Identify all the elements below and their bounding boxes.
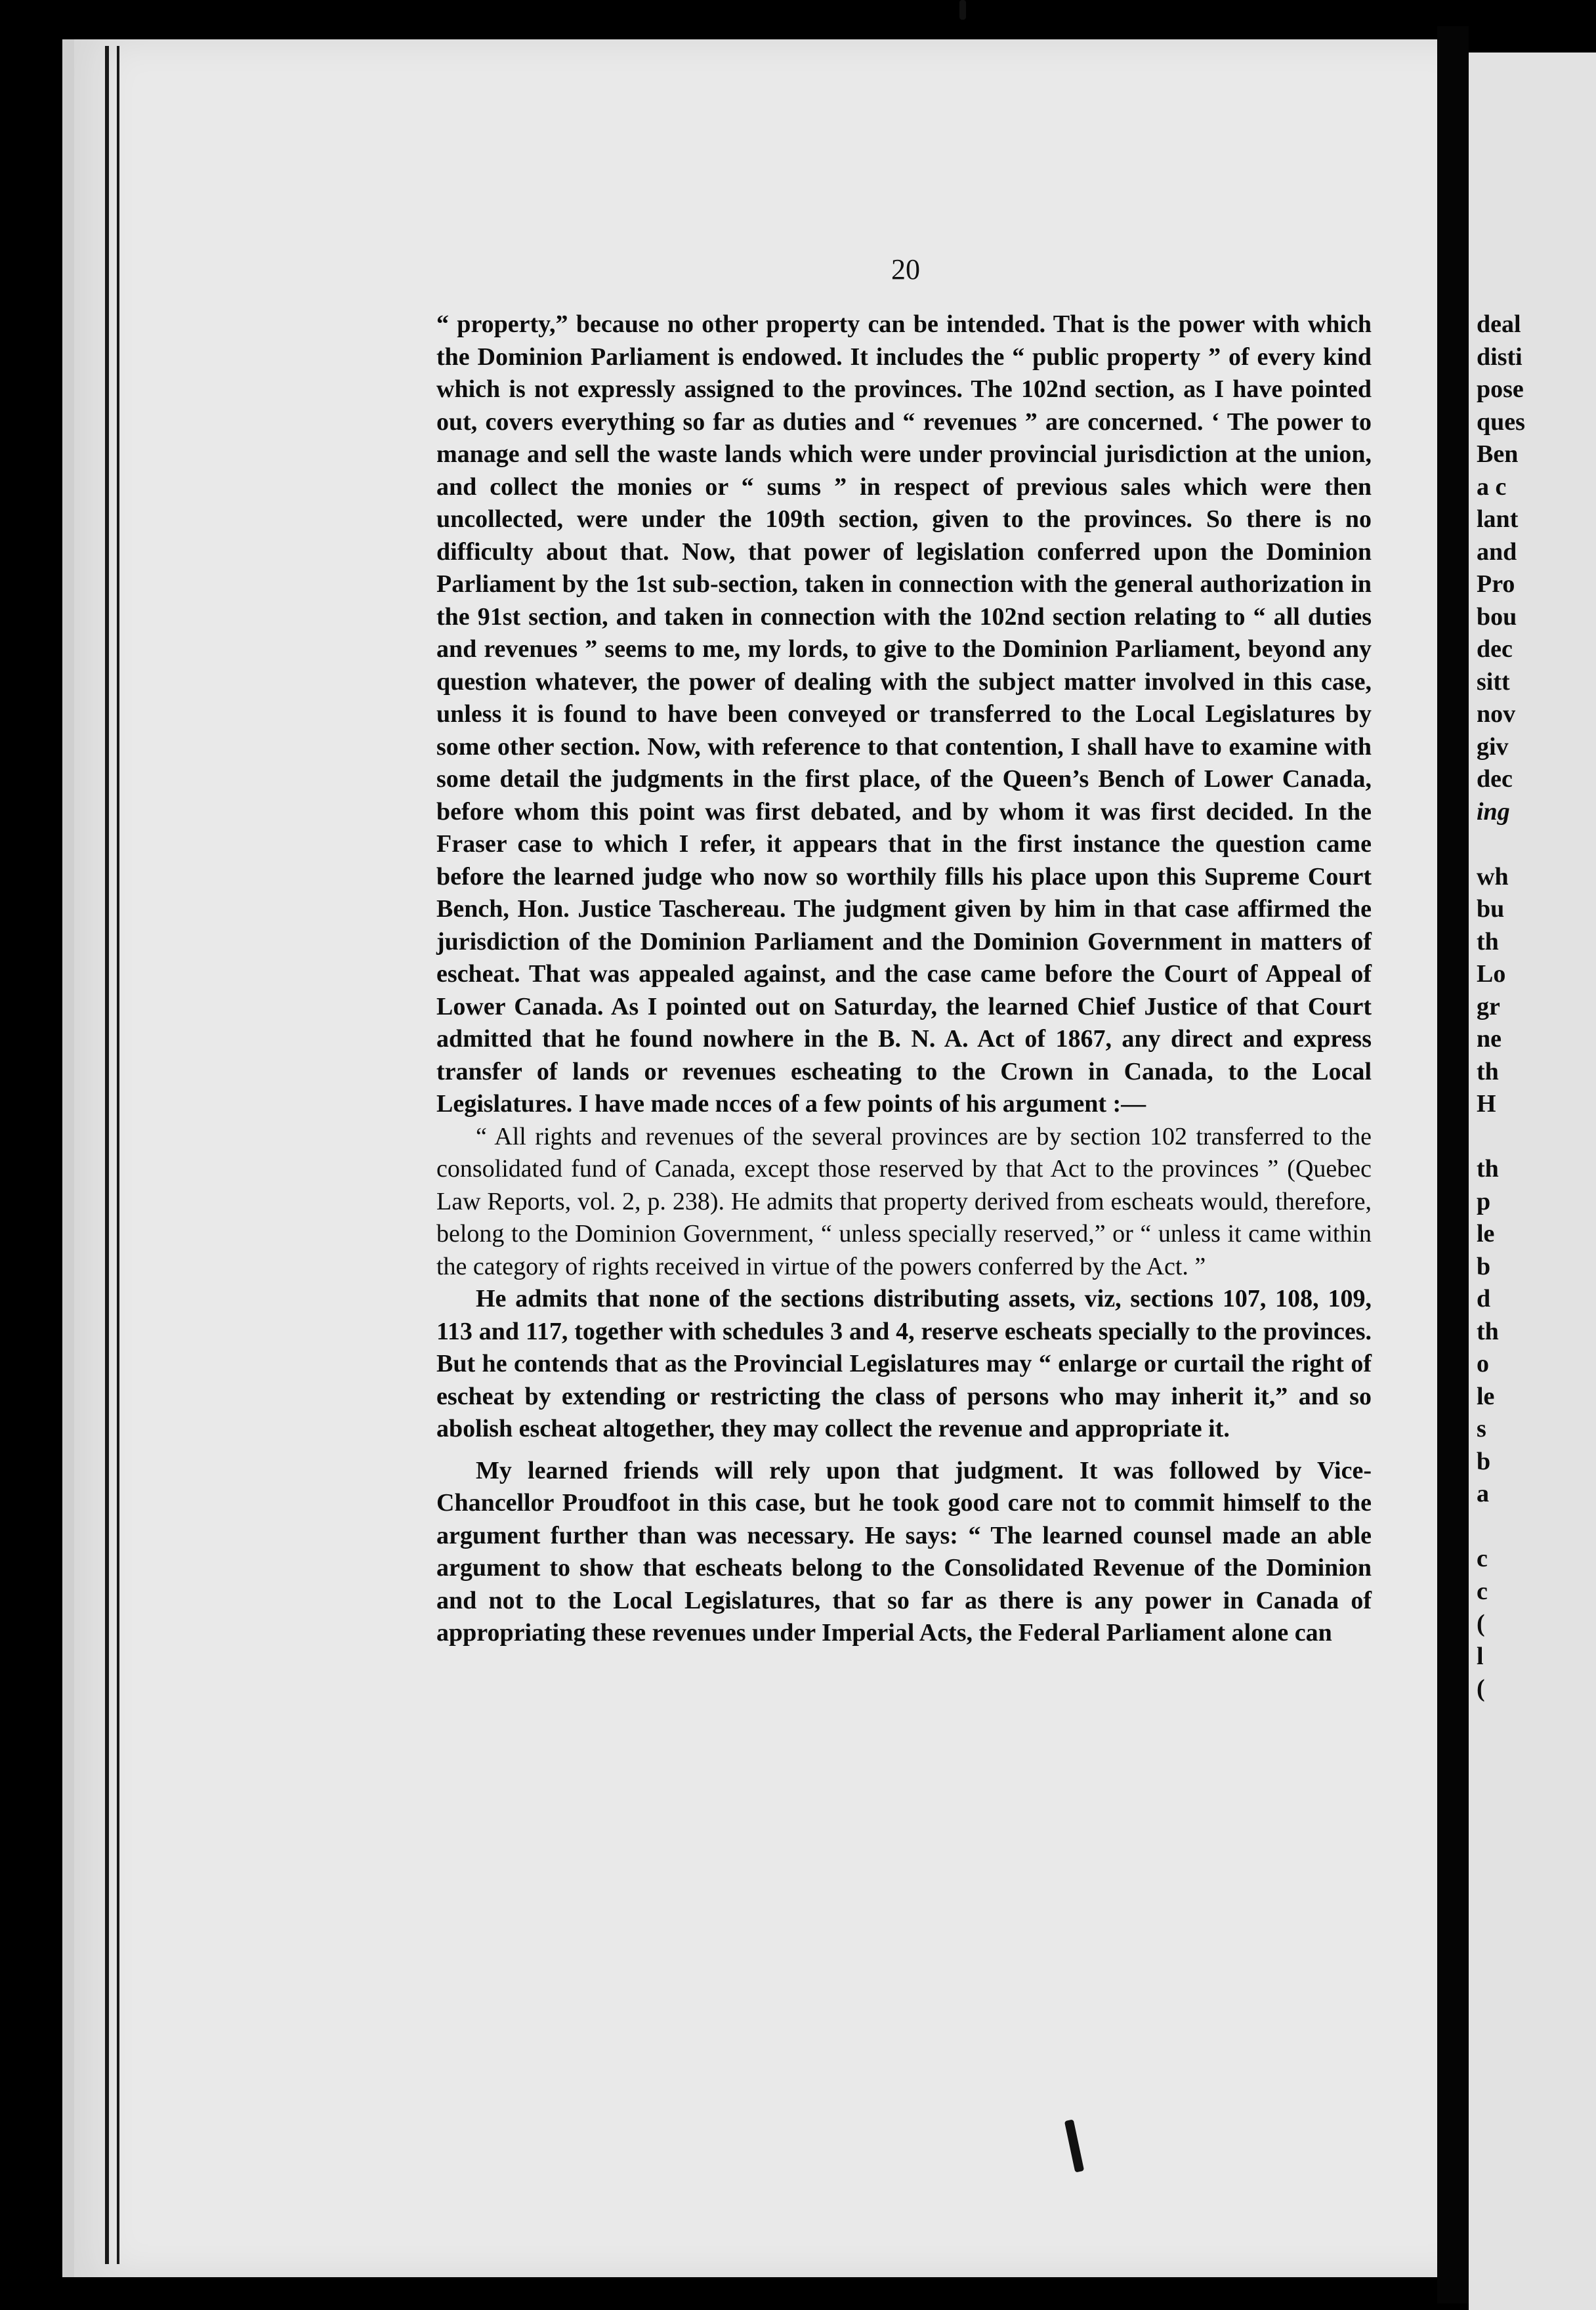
right-page-line: a c [1477,472,1507,501]
right-page-line: th [1477,1317,1499,1345]
right-page-line: disti [1477,343,1522,371]
right-page-line: th [1477,1057,1499,1085]
right-page-line: dec [1477,765,1513,793]
block-quote: “ All rights and revenues of the several provinces are by section 102 transferred to the consolidated fund of Canada, except those reserved by that Act to the provinces ” (Quebec Law Reports, vol. 2, p. 238). He admits that property derived from escheats would, therefore, belong to the Dominion Government, “ unless specially reserved,” or “ unless it came within the category of rights received in virtue of the powers conferred by the Act. ” [436,1122,1372,1280]
right-page-line: Ben [1477,440,1519,468]
paragraph: He admits that none of the sections distributing assets, viz, sections 107, 108, 109, 113 and 117, together with schedules 3 and 4, reserve escheats specially to the provinces. But he contends that as the Provincial Legislatures may “ enlarge or curtail the right of escheat by extending or restricting the class of persons who may inherit it,” and so abolish escheat altogether, they may collect the revenue and appropriate it. [436,1285,1372,1442]
right-page-line: lant [1477,505,1519,533]
right-page-line: d [1477,1285,1491,1312]
right-page-line: th [1477,927,1499,956]
right-page-line: nov [1477,700,1516,728]
right-page-line: a [1477,1480,1489,1507]
right-page-line: bou [1477,602,1517,631]
right-page-line: wh [1477,862,1509,891]
right-page-line: p [1477,1187,1491,1215]
right-page-line: bu [1477,895,1505,923]
right-page-line: le [1477,1382,1495,1410]
right-page-line: c [1477,1545,1488,1572]
right-page-line: b [1477,1447,1491,1475]
page-edge-line [117,46,119,2264]
page-edge-line [105,46,109,2264]
right-page-line: l [1477,1642,1484,1670]
right-page-line: s [1477,1415,1486,1442]
ink-blot [959,0,966,20]
right-page-line [1477,1511,1595,1544]
right-page-line: ing [1477,797,1510,826]
paragraph: “ property,” because no other property can be intended. That is the power with which the Dominion Parliament is endowed. It includes the “ public property ” of every kind which is not expressly assigned to the provinces. The 102nd section, as I have pointed out, covers everything so far as duties and “ revenues ” are concerned. ‘ The power to manage and sell the waste lands which were under provincial jurisdiction at the union, and collect the monies or “ sums ” in respect of previous sales which were then uncollected, were under the 109th section, given to the provinces. So there is no difficulty about that. Now, that power of legislation conferred upon the Dominion Parliament by the 1st sub-section, taken in connection with the general authorization in the 91st section, and taken in connection with the 102nd section relating to “ all duties and revenues ” seems to me, my lords, to give to the Dominion Parliament, beyond any question whatever, the power of dealing with the subject matter involved in this case, unless it is found to have been conveyed or transferred to the Local Legislatures by some other section. Now, with reference to that contention, I shall have to examine with some detail the judgments in the first place, of the Queen’s Bench of Lower Canada, before whom this point was first debated, and by whom it was first decided. In the Fraser case to which I refer, it appears that in the first instance the question came before the learned judge who now so worthily fills his place upon this Supreme Court Bench, Hon. Justice Taschereau. The judgment given by him in that case affirmed the jurisdiction of the Dominion Parliament and the Dominion Government in matters of escheat. That was appealed against, and the case came before the Court of Appeal of Lower Canada. As I pointed out on Saturday, the learned Chief Justice of that Court admitted that he found nowhere in the B. N. A. Act of 1867, any direct and express transfer of lands or revenues escheating to the Crown in Canada, to the Local Legislatures. I have made ncces of a few points of his argument :— [436,310,1372,1118]
right-page-line: gr [1477,992,1500,1020]
right-page-line: sitt [1477,667,1510,696]
right-page-line: dec [1477,635,1513,663]
right-page-line: pose [1477,375,1524,403]
right-page-line: Pro [1477,570,1515,598]
paragraph: My learned friends will rely upon that judgment. It was followed by Vice-Chancellor Proudfoot in this case, but he took good care not to commit himself to the argument further than was necessary. He says: “ The learned counsel made an able argument to show that escheats belong to the Consolidated Revenue of the Dominion and not to the Local Legislatures, that so far as there is any power in Canada of appropriating these revenues under Imperial Acts, the Federal Parliament alone can [436,1456,1372,1647]
right-page-line: giv [1477,732,1509,761]
right-page-line: ( [1477,1675,1485,1702]
right-page-line: H [1477,1090,1496,1118]
right-page-line: and [1477,537,1517,566]
right-page-text [1477,308,1595,1706]
right-page-line [1477,1121,1595,1154]
right-page-line: ques [1477,408,1525,436]
right-page-line: le [1477,1220,1495,1248]
page-number: 20 [891,253,920,285]
right-page-line: Lo [1477,960,1506,988]
right-page-line: o [1477,1350,1489,1377]
right-page-line: c [1477,1577,1488,1605]
right-page-line: ( [1477,1610,1485,1637]
right-page-line: deal [1477,310,1521,338]
right-page-line: b [1477,1252,1491,1280]
body-text [436,308,1372,1650]
book-gutter [1437,26,1469,2303]
right-page-line: ne [1477,1025,1502,1053]
right-page-line [1477,828,1595,861]
right-page-line: th [1477,1155,1499,1183]
